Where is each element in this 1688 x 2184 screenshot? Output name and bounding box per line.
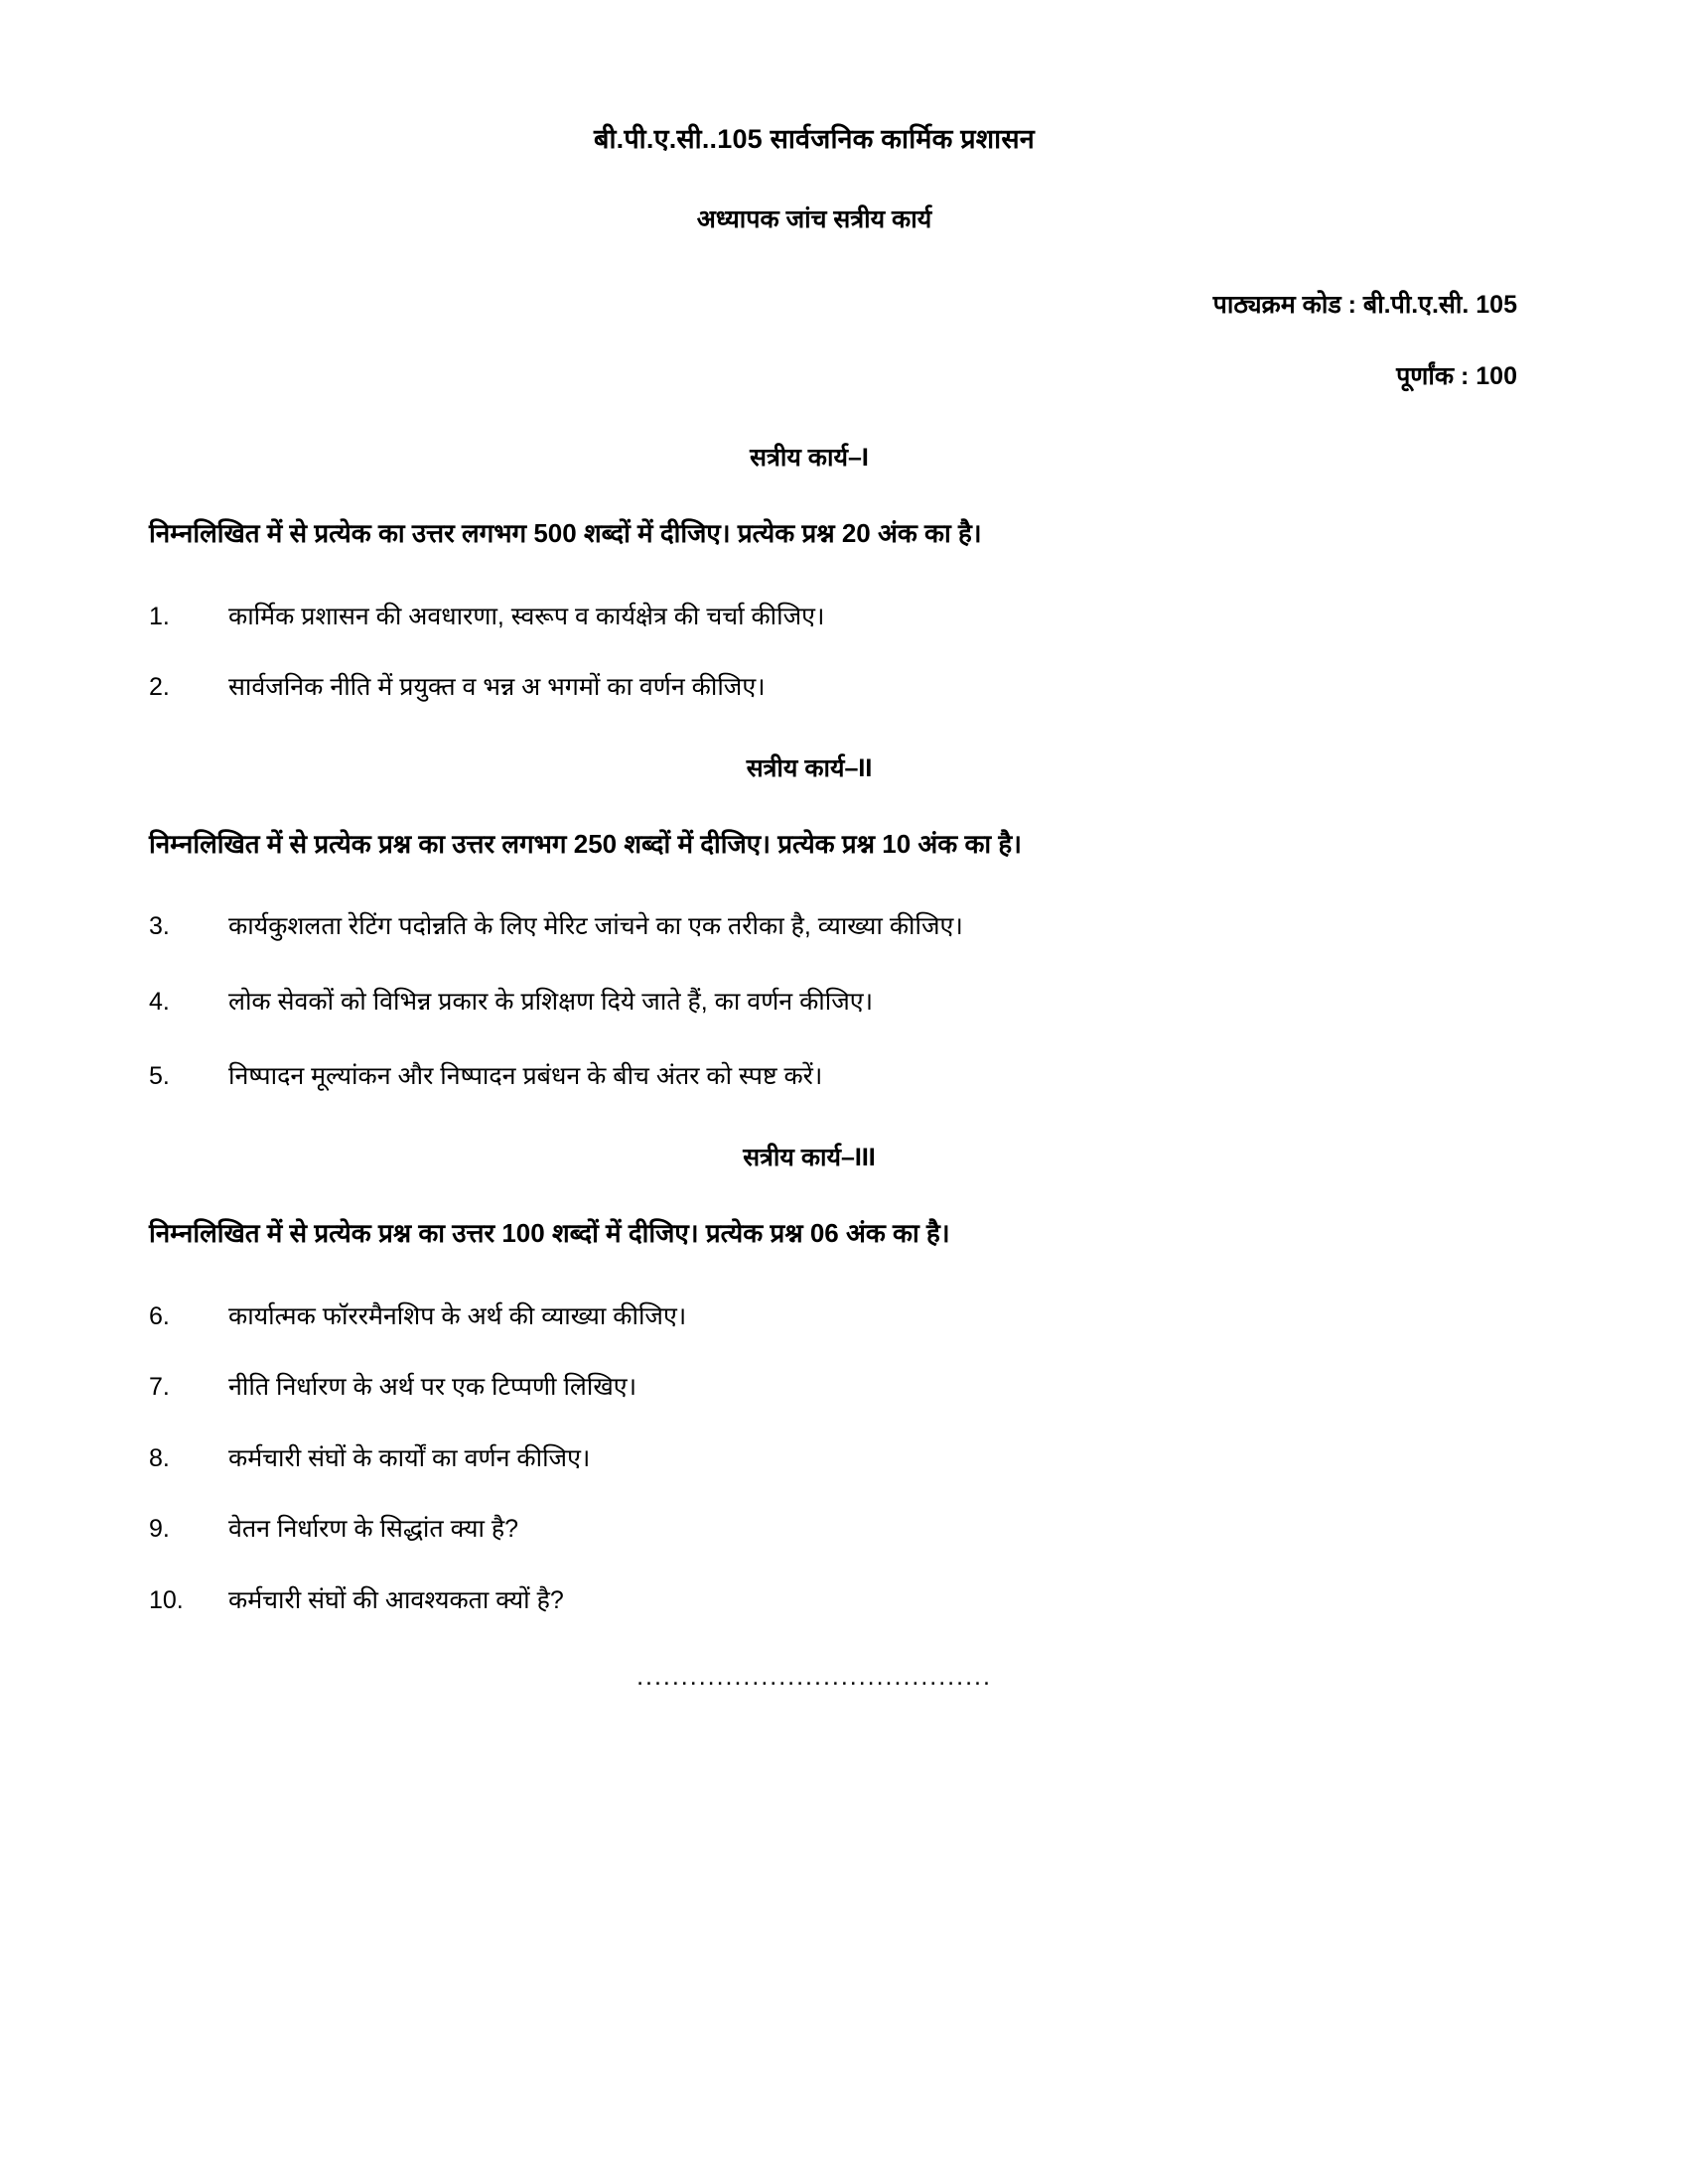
question-text: कार्यात्मक फॉररमैनशिप के अर्थ की व्याख्या कीजिए। — [228, 1301, 687, 1330]
question-text: कार्यकुशलता रेटिंग पदोन्नति के लिए मेरिट जांचने का एक तरीका है, व्याख्या कीजिए। — [228, 912, 963, 941]
list-item — [149, 984, 1539, 1022]
question-text: निष्पादन मूल्यांकन और निष्पादन प्रबंधन के बीच अंतर को स्पष्ट करें। — [228, 1062, 823, 1091]
question-text: सार्वजनिक नीति में प्रयुक्त व भन्न अ भगमों का वर्णन कीजिए। — [228, 673, 766, 702]
course-code-line: पाठ्यक्रम कोड : बी.पी.ए.सी. 105 — [1212, 291, 1517, 319]
section-instruction-2: निम्नलिखित में से प्रत्येक प्रश्न का उत्तर लगभग 250 शब्दों में दीजिए। प्रत्येक प्रश्न 10 अंक का है। — [149, 828, 1023, 859]
list-item — [149, 908, 1539, 946]
question-text: वेतन निर्धारण के सिद्धांत क्या है? — [228, 1515, 519, 1544]
list-item — [149, 669, 1539, 707]
list-item — [149, 1298, 1539, 1336]
section-heading-1: सत्रीय कार्य–I — [750, 444, 869, 472]
list-item — [149, 1440, 1539, 1478]
page-subtitle: अध्यापक जांच सत्रीय कार्य — [696, 205, 932, 233]
question-text: कर्मचारी संघों के कार्यों का वर्णन कीजिए। — [228, 1443, 591, 1472]
footer-divider: ........................................ — [636, 1663, 992, 1692]
question-text: लोक सेवकों को विभिन्न प्रकार के प्रशिक्षण दिये जाते हैं, का वर्णन कीजिए। — [228, 987, 874, 1016]
max-marks-line: पूर्णांक : 100 — [1396, 362, 1517, 390]
section-heading-2: सत्रीय कार्य–II — [746, 753, 873, 782]
question-number: 3. — [149, 912, 170, 941]
question-number: 10. — [149, 1585, 184, 1614]
question-text: कर्मचारी संघों की आवश्यकता क्यों है? — [228, 1585, 564, 1614]
page-title: बी.पी.ए.सी..105 सार्वजनिक कार्मिक प्रशासन — [594, 124, 1035, 154]
question-number: 8. — [149, 1443, 170, 1472]
section-instruction-1: निम्नलिखित में से प्रत्येक का उत्तर लगभग 500 शब्दों में दीजिए। प्रत्येक प्रश्न 20 अंक का है। — [149, 518, 982, 548]
question-list-3 — [149, 1298, 1539, 1620]
question-text: कार्मिक प्रशासन की अवधारणा, स्वरूप व कार्यक्षेत्र की चर्चा कीजिए। — [228, 602, 825, 630]
list-item — [149, 1511, 1539, 1549]
section-instruction-3: निम्नलिखित में से प्रत्येक प्रश्न का उत्तर 100 शब्दों में दीजिए। प्रत्येक प्रश्न 06 अंक का है। — [149, 1217, 950, 1248]
question-text: नीति निर्धारण के अर्थ पर एक टिप्पणी लिखिए। — [228, 1373, 637, 1402]
list-item — [149, 1369, 1539, 1407]
question-number: 9. — [149, 1515, 170, 1544]
question-list-1 — [149, 599, 1539, 707]
question-number: 5. — [149, 1062, 170, 1091]
question-number: 6. — [149, 1301, 170, 1330]
list-item — [149, 599, 1539, 636]
section-heading-3: सत्रीय कार्य–III — [743, 1143, 876, 1171]
question-number: 1. — [149, 602, 170, 630]
question-number: 2. — [149, 673, 170, 702]
list-item — [149, 1058, 1539, 1096]
question-number: 4. — [149, 987, 170, 1016]
list-item — [149, 1582, 1539, 1620]
question-list-2 — [149, 908, 1539, 1096]
question-number: 7. — [149, 1373, 170, 1402]
